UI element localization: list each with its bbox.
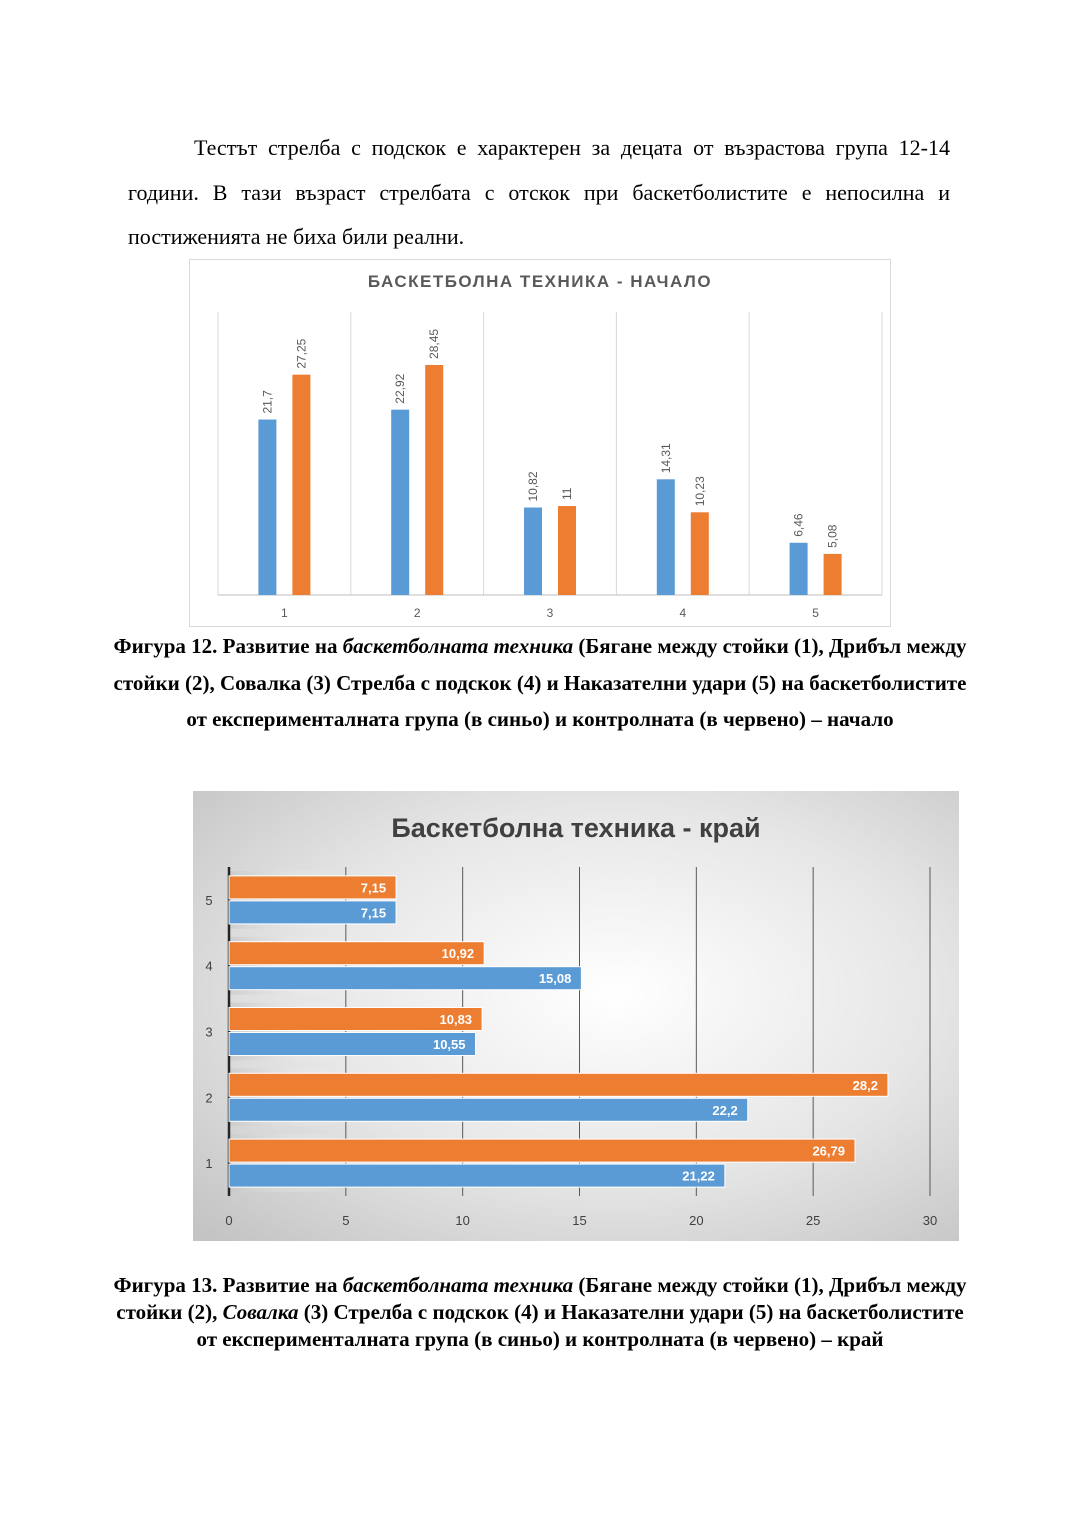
bar-orange-2 <box>229 1073 888 1096</box>
x-tick-label: 10 <box>455 1213 470 1228</box>
bar-blue-3 <box>524 508 542 595</box>
data-label: 5,08 <box>825 524 840 548</box>
x-tick-label: 5 <box>342 1213 350 1228</box>
data-label: 21,7 <box>260 390 275 414</box>
data-label: 11 <box>560 487 574 501</box>
fig13-caption-italic2: Совалка <box>222 1300 299 1324</box>
bar-orange-1 <box>292 375 310 595</box>
y-tick-label: 3 <box>205 1024 213 1040</box>
data-label: 6,46 <box>791 513 806 537</box>
chart-start-svg <box>190 260 890 626</box>
data-label: 10,23 <box>692 476 707 507</box>
fig13-caption-start: Фигура 13. Развитие на <box>113 1273 343 1297</box>
data-label: 26,79 <box>812 1143 845 1159</box>
fig12-caption-start: Фигура 12. Развитие на <box>113 634 343 658</box>
bar-blue-5 <box>790 543 808 595</box>
bar-orange-5 <box>824 554 842 595</box>
bar-orange-1 <box>229 1139 855 1162</box>
y-tick-label: 2 <box>205 1090 213 1106</box>
x-tick-label: 15 <box>572 1213 587 1228</box>
data-label: 22,92 <box>393 373 408 404</box>
x-tick-label: 25 <box>805 1213 821 1228</box>
y-tick-label: 4 <box>205 958 213 974</box>
chart-basketball-technique-start <box>189 259 891 627</box>
data-label: 10,82 <box>526 471 540 502</box>
data-label: 7,15 <box>360 905 387 921</box>
fig12-caption-italic: баскетболната техника <box>342 634 574 658</box>
x-tick-label: 3 <box>546 606 554 620</box>
data-label: 21,22 <box>682 1168 715 1184</box>
figure-12-caption <box>110 628 970 738</box>
data-label: 28,45 <box>427 328 442 359</box>
fig12-caption-end: (Бягане между стойки (1), Дрибъл между стойки (2), Совалка (3) Стрелба с подскок (4) и Наказателни удари (5) на баскетболистите от експерименталната група (в синьо) и контролната (в червено) – начало <box>113 634 967 731</box>
x-tick-label: 0 <box>225 1213 233 1228</box>
data-label: 22,2 <box>712 1102 738 1118</box>
y-tick-label: 5 <box>205 892 213 908</box>
fig13-caption-mid: (Бягане между стойки (1), Дрибъл между стойки (2), <box>116 1273 967 1324</box>
bar-blue-1 <box>258 420 276 595</box>
data-label: 10,55 <box>432 1037 466 1052</box>
chart-start-title: БАСКЕТБОЛНА ТЕХНИКА - НАЧАЛО <box>367 272 713 291</box>
bar-blue-2 <box>391 410 409 595</box>
x-tick-label: 5 <box>812 606 819 620</box>
x-tick-label: 1 <box>281 606 288 620</box>
bar-orange-3 <box>558 506 576 595</box>
data-label: 15,08 <box>538 971 572 987</box>
chart-end-svg <box>193 791 959 1241</box>
body-paragraph <box>128 126 950 260</box>
data-label: 7,15 <box>360 880 387 896</box>
data-label: 27,25 <box>294 338 309 369</box>
data-label: 10,83 <box>439 1012 473 1027</box>
x-tick-label: 30 <box>922 1213 938 1228</box>
data-label: 28,2 <box>852 1077 878 1093</box>
chart-end-title: Баскетболна техника - край <box>391 813 761 843</box>
bar-orange-4 <box>691 512 709 595</box>
bar-blue-1 <box>229 1164 725 1187</box>
bar-blue-2 <box>229 1098 748 1121</box>
data-label: 14,31 <box>658 443 673 474</box>
x-tick-label: 20 <box>689 1213 704 1228</box>
bar-blue-4 <box>657 479 675 595</box>
bar-orange-2 <box>425 365 443 595</box>
chart-basketball-technique-end <box>193 791 959 1241</box>
y-tick-label: 1 <box>205 1156 213 1172</box>
figure-13-caption <box>110 1272 970 1353</box>
paragraph-text: Тестът стрелба с подскок е характерен за децата от възрастова група 12-14 години. В тази възраст стрелбата с отскок при баскетболистите е непосилна и постиженията не биха били реални. <box>128 135 950 249</box>
bar-blue-4 <box>229 967 581 990</box>
data-label: 10,92 <box>441 946 475 962</box>
x-tick-label: 2 <box>413 606 421 620</box>
x-tick-label: 4 <box>679 606 687 620</box>
fig13-caption-italic: баскетболната техника <box>342 1273 574 1297</box>
fig13-caption-end: (3) Стрелба с подскок (4) и Наказателни удари (5) на баскетболистите от експерименталната група (в синьо) и контролната (в червено) – край <box>196 1300 964 1351</box>
